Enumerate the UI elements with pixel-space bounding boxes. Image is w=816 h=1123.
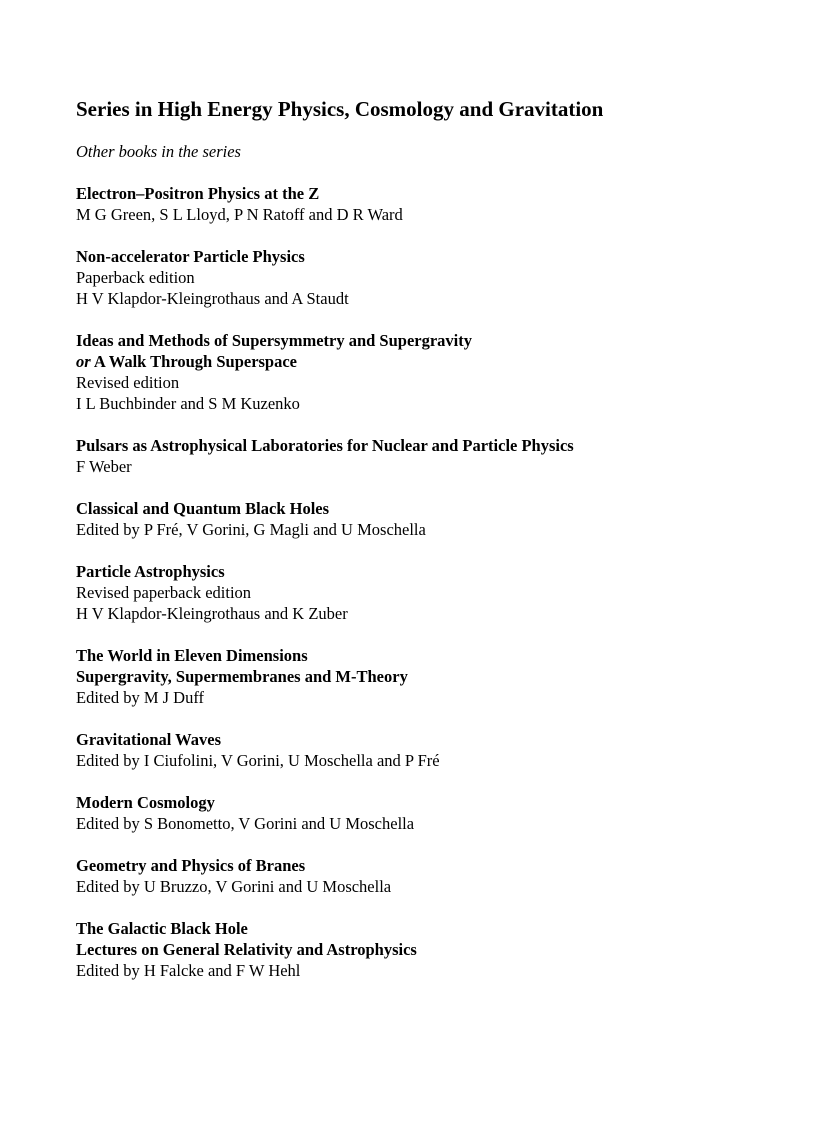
book-list [76,183,776,981]
book-edition: Revised edition [76,373,180,392]
book-title: Classical and Quantum Black Holes [76,499,330,518]
book-authors: H V Klapdor-Kleingrothaus and K Zuber [76,604,348,623]
book-entry [76,330,776,414]
book-authors: Edited by S Bonometto, V Gorini and U Moschella [76,814,415,833]
book-authors: H V Klapdor-Kleingrothaus and A Staudt [76,289,349,308]
book-entry [76,183,776,225]
book-entry [76,792,776,834]
book-entry [76,918,776,981]
book-authors: M G Green, S L Lloyd, P N Ratoff and D R Ward [76,205,403,224]
book-entry [76,561,776,624]
book-title: Ideas and Methods of Supersymmetry and Supergravity [76,331,473,350]
book-title: Electron–Positron Physics at the Z [76,184,320,203]
book-entry [76,498,776,540]
book-title: Geometry and Physics of Branes [76,856,306,875]
book-edition: Revised paperback edition [76,583,252,602]
book-title: The World in Eleven Dimensions [76,646,308,665]
book-edition: Paperback edition [76,268,195,287]
book-or-word: or [76,352,91,371]
book-title: Non-accelerator Particle Physics [76,247,305,266]
book-authors: Edited by M J Duff [76,688,205,707]
series-title: Series in High Energy Physics, Cosmology and Gravitation [76,97,604,121]
book-authors: I L Buchbinder and S M Kuzenko [76,394,300,413]
book-entry [76,435,776,477]
page [76,96,776,1002]
book-subtitle: Supergravity, Supermembranes and M-Theory [76,667,408,686]
book-title: The Galactic Black Hole [76,919,248,938]
book-entry [76,855,776,897]
book-authors: Edited by P Fré, V Gorini, G Magli and U Moschella [76,520,426,539]
book-authors: Edited by I Ciufolini, V Gorini, U Moschella and P Fré [76,751,440,770]
book-alt-title: A Walk Through Superspace [93,352,298,371]
series-subtitle: Other books in the series [76,142,241,161]
book-entry [76,645,776,708]
book-title: Modern Cosmology [76,793,215,812]
book-entry [76,246,776,309]
book-title: Pulsars as Astrophysical Laboratories for Nuclear and Particle Physics [76,436,574,455]
book-entry [76,729,776,771]
book-title: Particle Astrophysics [76,562,225,581]
book-alt-title-line [76,351,776,372]
book-subtitle: Lectures on General Relativity and Astrophysics [76,940,417,959]
book-authors: F Weber [76,457,132,476]
book-authors: Edited by U Bruzzo, V Gorini and U Moschella [76,877,392,896]
book-title: Gravitational Waves [76,730,221,749]
book-authors: Edited by H Falcke and F W Hehl [76,961,301,980]
